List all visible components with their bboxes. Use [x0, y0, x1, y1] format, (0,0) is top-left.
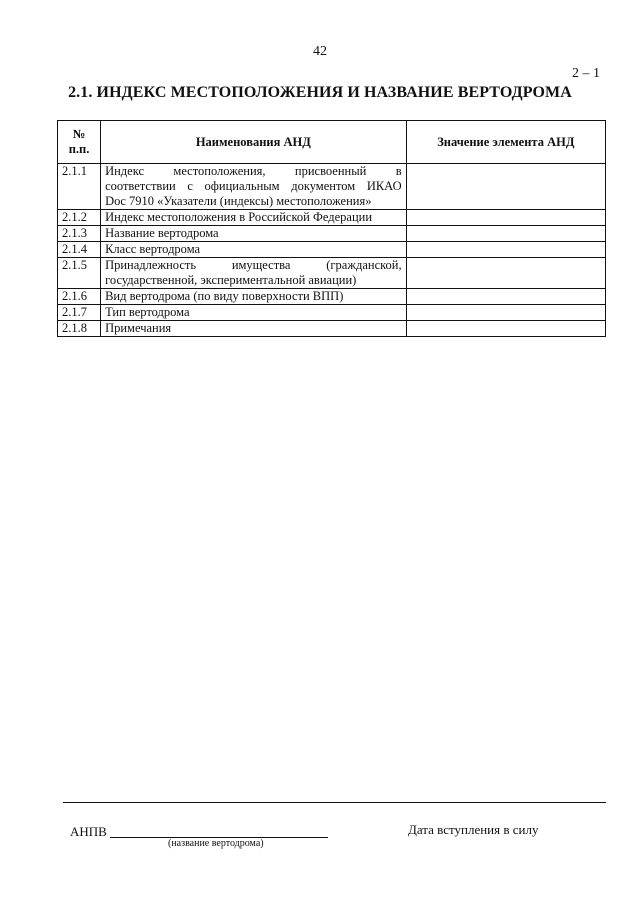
row-value[interactable]	[406, 226, 605, 242]
page-title: 2.1. ИНДЕКС МЕСТОПОЛОЖЕНИЯ И НАЗВАНИЕ ВЕРТОДРОМА	[68, 84, 572, 101]
row-num: 2.1.1	[58, 164, 101, 210]
table-row	[58, 305, 606, 321]
header-num	[58, 121, 101, 164]
row-value[interactable]	[406, 242, 605, 258]
row-name: Класс вертодрома	[101, 242, 407, 258]
header-value: Значение элемента АНД	[406, 121, 605, 164]
table-row	[58, 289, 606, 305]
row-num: 2.1.8	[58, 321, 101, 337]
row-name-line: Индекс местоположения, присвоенный в	[105, 164, 402, 178]
row-num: 2.1.2	[58, 210, 101, 226]
row-name: Вид вертодрома (по виду поверхности ВПП)	[101, 289, 407, 305]
row-num: 2.1.4	[58, 242, 101, 258]
table-row	[58, 164, 606, 210]
table-row	[58, 321, 606, 337]
row-name	[101, 164, 407, 210]
row-value[interactable]	[406, 210, 605, 226]
header-num-symbol: №	[72, 127, 86, 141]
table-row	[58, 210, 606, 226]
row-name: Примечания	[101, 321, 407, 337]
row-num: 2.1.6	[58, 289, 101, 305]
row-name: Название вертодрома	[101, 226, 407, 242]
row-value[interactable]	[406, 305, 605, 321]
page-number: 42	[313, 44, 327, 59]
row-name-line: соответствии с официальным документом ИКАО	[105, 179, 402, 193]
row-name-line: государственной, экспериментальной авиации)	[105, 273, 357, 287]
row-num: 2.1.5	[58, 258, 101, 289]
footer-divider	[63, 802, 606, 803]
row-name-line: Doc 7910 «Указатели (индексы) местоположения»	[105, 194, 372, 208]
header-name: Наименования АНД	[101, 121, 407, 164]
row-value[interactable]	[406, 321, 605, 337]
row-name: Тип вертодрома	[101, 305, 407, 321]
row-name-line: Принадлежность имущества (гражданской,	[105, 258, 402, 272]
table-row	[58, 242, 606, 258]
table-row	[58, 226, 606, 242]
row-name: Индекс местоположения в Российской Федерации	[101, 210, 407, 226]
row-num: 2.1.3	[58, 226, 101, 242]
table-row	[58, 258, 606, 289]
row-num: 2.1.7	[58, 305, 101, 321]
section-code: 2 – 1	[572, 66, 600, 81]
header-num-abbrev: п.п.	[68, 142, 90, 156]
row-value[interactable]	[406, 164, 605, 210]
anpv-caption: (название вертодрома)	[168, 838, 264, 849]
anpv-label: АНПВ	[70, 824, 107, 839]
table-header-row	[58, 121, 606, 164]
aerodrome-data-table	[57, 120, 606, 337]
row-value[interactable]	[406, 289, 605, 305]
row-name	[101, 258, 407, 289]
effective-date-label: Дата вступления в силу	[408, 822, 539, 837]
row-value[interactable]	[406, 258, 605, 289]
